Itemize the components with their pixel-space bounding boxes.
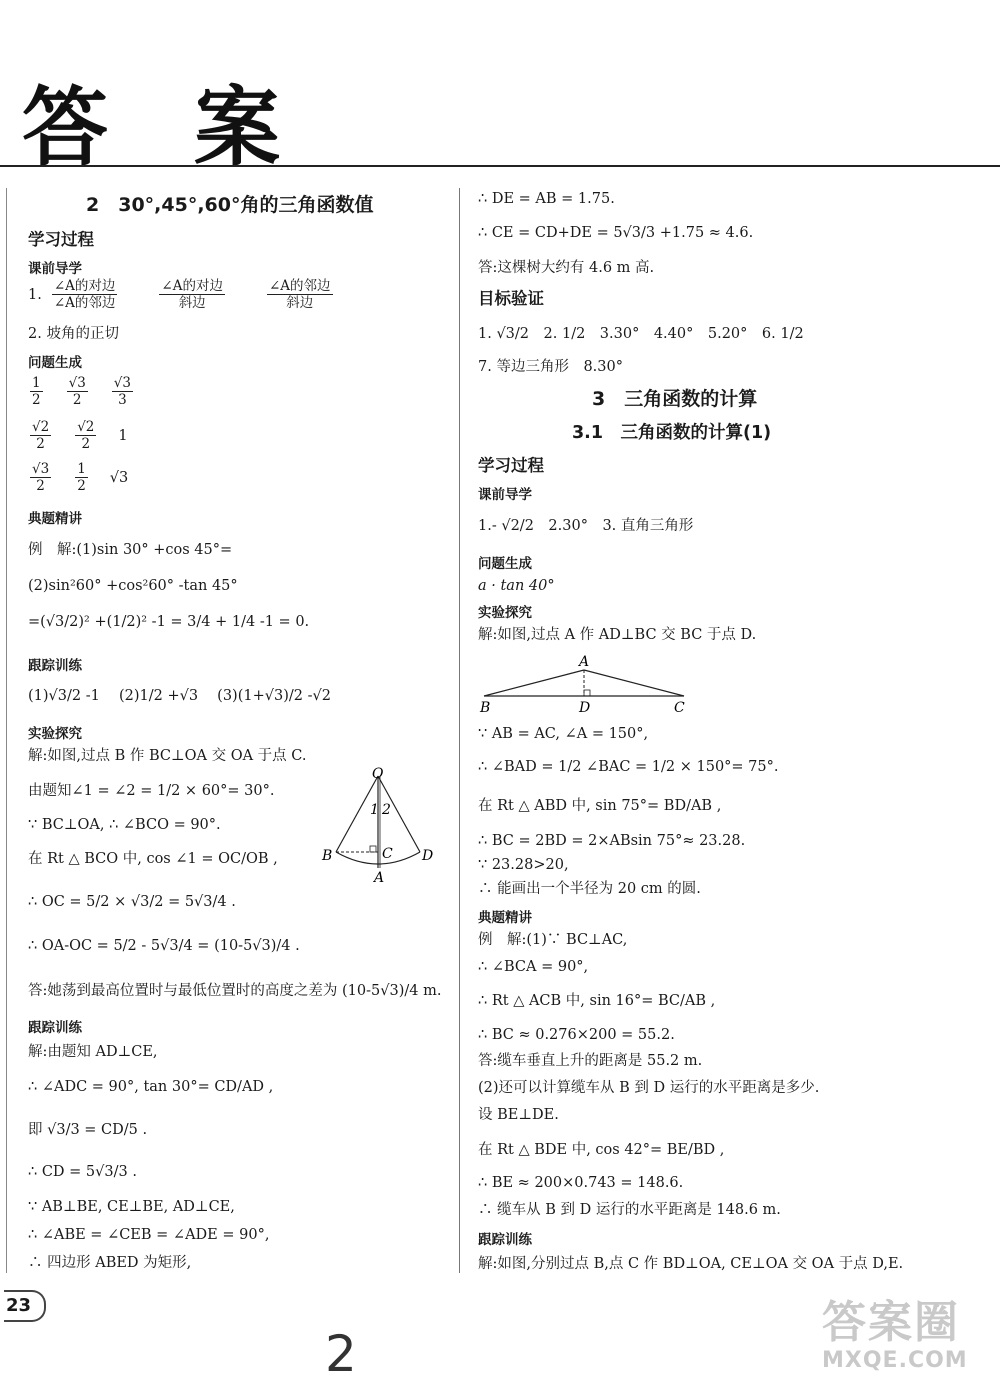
denominator: 斜边 (178, 295, 206, 311)
problem-answer: a · tan 40° (478, 578, 555, 594)
track-line: ∴ ∠ADC = 90°, tan 30°= CD/AD , (28, 1079, 274, 1095)
heading-example: 典题精讲 (28, 511, 82, 527)
left-border (6, 188, 7, 1273)
numerator: ∠A的邻边 (268, 278, 331, 294)
column-divider (459, 188, 460, 1273)
denominator: 2 (36, 436, 45, 452)
numerator: ∠A的对边 (161, 278, 223, 294)
value: 1 (118, 427, 128, 444)
value: √3 (109, 469, 129, 486)
label-a: A (579, 654, 590, 670)
right-angle-mark (584, 690, 590, 696)
watermark-logo (822, 1298, 992, 1378)
explore-line: ∴ OA-OC = 5/2 - 5√3/4 = (10-5√3)/4 . (28, 938, 300, 954)
fraction (67, 375, 88, 408)
explore-line: ∵ BC⊥OA, ∴ ∠BCO = 90°. (28, 817, 221, 833)
fraction (75, 461, 88, 494)
label-o: O (372, 766, 384, 782)
section-title: 2 30°,45°,60°角的三角函数值 (86, 194, 374, 216)
triangle-figure (476, 652, 696, 716)
numerator: √3 (68, 375, 86, 391)
example-line: ∴ ∠BCA = 90°, (478, 959, 589, 975)
edge-ab (484, 670, 584, 696)
explore-line: 解:如图,过点 A 作 AD⊥BC 交 BC 于点 D. (478, 627, 757, 643)
heading-explore-right: 实验探究 (478, 605, 532, 621)
explore-line: 解:如图,过点 B 作 BC⊥OA 交 OA 于点 C. (28, 748, 307, 764)
label-c: C (382, 846, 393, 862)
example-line: =(√3/2)² +(1/2)² -1 = 3/4 + 1/4 -1 = 0. (28, 614, 310, 630)
example-line: (2)还可以计算缆车从 B 到 D 运行的水平距离是多少. (478, 1080, 820, 1096)
watermark-url: MXQE.COM (822, 1348, 968, 1373)
value-row-2 (28, 419, 128, 452)
track-line: ∴ ∠ABE = ∠CEB = ∠ADE = 90°, (28, 1227, 270, 1243)
watermark-text: 答案圈 (822, 1297, 960, 1348)
denominator: 2 (77, 478, 86, 494)
right-line: ∴ DE = AB = 1.75. (478, 191, 615, 207)
example-line: 设 BE⊥DE. (478, 1107, 559, 1123)
example-line: ∴ 缆车从 B 到 D 运行的水平距离是 148.6 m. (478, 1202, 781, 1218)
preview-answers: 1.- √2/2 2.30° 3. 直角三角形 (478, 518, 694, 534)
label-b: B (480, 700, 491, 716)
fraction (52, 278, 118, 311)
label-b: B (322, 848, 333, 864)
heading-track: 跟踪训练 (28, 658, 82, 674)
heading-learning: 学习过程 (28, 230, 94, 249)
heading-problem: 问题生成 (28, 355, 82, 371)
right-angle-mark (370, 846, 376, 852)
label-d: D (579, 700, 591, 716)
numerator: 1 (77, 461, 86, 477)
denominator: ∠A的邻边 (53, 295, 116, 311)
explore-line: ∴ ∠BAD = 1/2 ∠BAC = 1/2 × 150°= 75°. (478, 759, 779, 775)
numerator: √2 (77, 419, 95, 435)
value-row-3 (28, 461, 128, 494)
denominator: 2 (81, 436, 91, 452)
heading-track-2: 跟踪训练 (28, 1020, 82, 1036)
fraction (30, 375, 43, 408)
track-line: ∴ 四边形 ABED 为矩形, (28, 1255, 192, 1271)
edge-ac (584, 670, 684, 696)
example-line: 例 解:(1)∵ BC⊥AC, (478, 932, 628, 948)
example-line: 答:缆车垂直上升的距离是 55.2 m. (478, 1053, 703, 1069)
numerator: √3 (32, 461, 50, 477)
explore-line: ∴ OC = 5/2 × √3/2 = 5√3/4 . (28, 894, 236, 910)
denominator: 2 (36, 478, 45, 494)
fraction (159, 278, 225, 311)
denominator: 2 (32, 392, 41, 408)
heading-problem-right: 问题生成 (478, 556, 532, 572)
example-line: (2)sin²60° +cos²60° -tan 45° (28, 578, 238, 594)
numerator: 1 (32, 375, 41, 391)
example-line: ∴ Rt △ ACB 中, sin 16°= BC/AB , (478, 993, 716, 1009)
numerator: ∠A的对边 (53, 278, 116, 294)
fraction (30, 461, 51, 494)
verify-answers: 1. √3/2 2. 1/2 3.30° 4.40° 5.20° 6. 1/2 (478, 326, 804, 342)
section-31-title: 3.1 三角函数的计算(1) (572, 423, 772, 443)
header-rule (0, 165, 1000, 167)
q1-prefix: 1. (28, 286, 42, 303)
example-line: ∴ BC ≈ 0.276×200 = 55.2. (478, 1027, 675, 1043)
verify-answers: 7. 等边三角形 8.30° (478, 359, 623, 375)
fraction (112, 375, 133, 408)
track-line: ∵ AB⊥BE, CE⊥BE, AD⊥CE, (28, 1199, 235, 1215)
denominator: 2 (72, 392, 82, 408)
preview-q1 (28, 278, 335, 311)
explore-line: ∴ 能画出一个半径为 20 cm 的圆. (478, 881, 701, 897)
handwritten-mark: 2 (325, 1325, 357, 1383)
explore-line: 由题知∠1 = ∠2 = 1/2 × 60°= 30°. (28, 783, 275, 799)
heading-preview-right: 课前导学 (478, 487, 532, 503)
explore-line: ∴ BC = 2BD = 2×ABsin 75°≈ 23.28. (478, 833, 746, 849)
heading-preview: 课前导学 (28, 261, 82, 277)
label-angle-1: 1 (370, 802, 379, 818)
track-line: 解:如图,分别过点 B,点 C 作 BD⊥OA, CE⊥OA 交 OA 于点 D,E. (478, 1256, 904, 1272)
heading-learning-right: 学习过程 (478, 456, 544, 475)
heading-verify: 目标验证 (478, 289, 544, 308)
heading-track-right: 跟踪训练 (478, 1232, 532, 1248)
explore-line: 在 Rt △ BCO 中, cos ∠1 = OC/OB , (28, 851, 278, 867)
label-angle-2: 2 (382, 802, 391, 818)
page-title: 答 案 (22, 78, 308, 178)
example-line: 在 Rt △ BDE 中, cos 42°= BE/BD , (478, 1142, 725, 1158)
track-line: 解:由题知 AD⊥CE, (28, 1044, 158, 1060)
explore-line: ∵ AB = AC, ∠A = 150°, (478, 726, 649, 742)
explore-answer: 答:她荡到最高位置时与最低位置时的高度之差为 (10-5√3)/4 m. (28, 983, 442, 999)
explore-line: ∵ 23.28>20, (478, 857, 569, 873)
section-3-title: 3 三角函数的计算 (592, 388, 758, 410)
label-d: D (422, 848, 434, 864)
example-line: 例 解:(1)sin 30° +cos 45°= (28, 542, 233, 558)
track-line: ∴ CD = 5√3/3 . (28, 1164, 137, 1180)
page-number: 23 (4, 1290, 46, 1322)
denominator: 斜边 (286, 295, 314, 311)
numerator: √2 (32, 419, 50, 435)
right-line: ∴ CE = CD+DE = 5√3/3 +1.75 ≈ 4.6. (478, 225, 754, 241)
fraction (267, 278, 333, 311)
heading-example-right: 典题精讲 (478, 910, 532, 926)
swing-figure (318, 764, 438, 884)
explore-line: 在 Rt △ ABD 中, sin 75°= BD/AB , (478, 798, 722, 814)
fraction (30, 419, 51, 452)
numerator: √3 (113, 375, 131, 391)
denominator: 3 (118, 392, 127, 408)
preview-q2: 2. 坡角的正切 (28, 326, 119, 342)
value-row-1 (28, 375, 135, 408)
track-answers: (1)√3/2 -1 (2)1/2 +√3 (3)(1+√3)/2 -√2 (28, 688, 331, 704)
track-line: 即 √3/3 = CD/5 . (28, 1122, 148, 1138)
heading-explore: 实验探究 (28, 726, 82, 742)
example-line: ∴ BE ≈ 200×0.743 = 148.6. (478, 1175, 684, 1191)
label-a: A (374, 870, 385, 884)
label-c: C (674, 700, 685, 716)
right-line: 答:这棵树大约有 4.6 m 高. (478, 260, 655, 276)
fraction (75, 419, 96, 452)
